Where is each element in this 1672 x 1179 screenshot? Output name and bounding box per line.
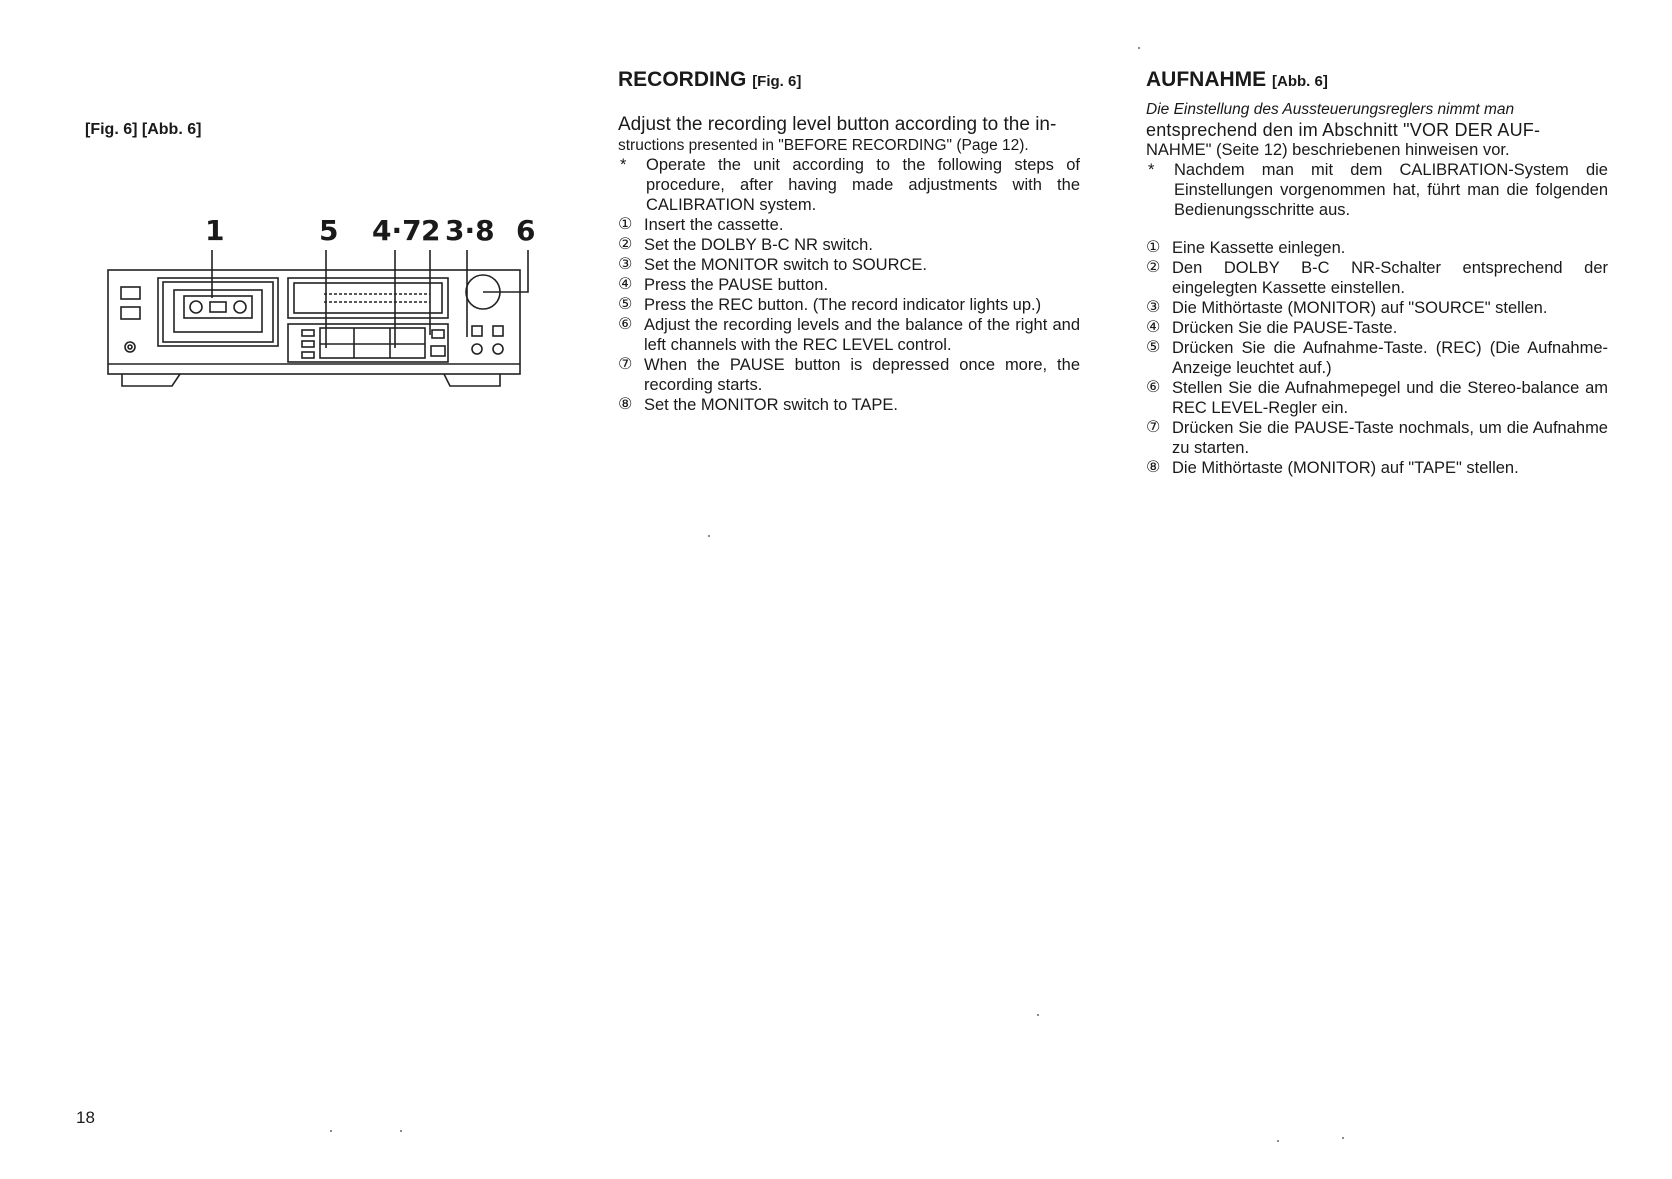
list-item <box>1146 418 1608 458</box>
cassette-deck-illustration <box>100 240 530 400</box>
list-item <box>618 295 1080 315</box>
german-title-text: AUFNAHME <box>1146 68 1267 91</box>
english-title <box>618 70 1080 92</box>
callout-6: 6 <box>516 214 536 247</box>
german-note-text: Nachdem man mit dem CALIBRATION-System die Einstellungen vorgenommen hat, führt man die folgenden Bedienungsschritte aus. <box>1174 161 1608 219</box>
english-intro-line1: Adjust the recording level button according to the in- <box>618 114 1057 135</box>
english-note <box>618 155 1080 215</box>
english-steps <box>618 215 1080 415</box>
german-title-ref: [Abb. 6] <box>1272 73 1328 90</box>
step-text: Den DOLBY B-C NR-Schalter entsprechend der eingelegten Kassette einstellen. <box>1172 259 1608 297</box>
scan-speck <box>1277 1140 1279 1142</box>
list-item <box>618 215 1080 235</box>
step-number: ⑦ <box>618 356 633 373</box>
step-text: Stellen Sie die Aufnahmepegel und die Stereo-balance am REC LEVEL-Regler ein. <box>1172 379 1608 417</box>
step-text: Set the MONITOR switch to SOURCE. <box>644 256 928 274</box>
english-note-text: Operate the unit according to the following steps of procedure, after having made adjustments with the CALIBRATION system. <box>646 156 1080 214</box>
step-text: Eine Kassette einlegen. <box>1172 239 1346 257</box>
german-intro-line2: entsprechend den im Abschnitt "VOR DER AUF- <box>1146 120 1541 140</box>
list-item <box>618 395 1080 415</box>
step-text: Set the DOLBY B-C NR switch. <box>644 236 873 254</box>
step-number: ④ <box>618 276 633 293</box>
list-item <box>618 235 1080 255</box>
scan-speck <box>330 1130 332 1132</box>
step-number: ⑦ <box>1146 419 1161 436</box>
german-steps <box>1146 238 1608 478</box>
list-item <box>618 355 1080 395</box>
scan-speck <box>1138 47 1140 49</box>
english-title-ref: [Fig. 6] <box>752 73 802 90</box>
figure-caption: [Fig. 6] [Abb. 6] <box>85 121 202 138</box>
callout-5: 5 <box>319 214 339 247</box>
callout-2: 2 <box>421 214 441 247</box>
step-number: ② <box>618 236 633 253</box>
english-section <box>618 70 1080 415</box>
step-text: Set the MONITOR switch to TAPE. <box>644 396 898 414</box>
step-text: Press the PAUSE button. <box>644 276 829 294</box>
step-text: Die Mithörtaste (MONITOR) auf "SOURCE" stellen. <box>1172 299 1548 317</box>
german-note-mark: * <box>1148 161 1155 179</box>
list-item <box>618 275 1080 295</box>
step-number: ① <box>618 216 633 233</box>
step-number: ⑤ <box>618 296 633 313</box>
list-item <box>1146 238 1608 258</box>
step-text: Die Mithörtaste (MONITOR) auf "TAPE" stellen. <box>1172 459 1519 477</box>
english-intro-line2: structions presented in "BEFORE RECORDING" (Page 12). <box>618 137 1029 154</box>
german-section <box>1146 70 1608 478</box>
step-number: ⑥ <box>1146 379 1161 396</box>
list-item <box>618 255 1080 275</box>
list-item <box>1146 338 1608 378</box>
list-item <box>1146 318 1608 338</box>
german-intro-line1: Die Einstellung des Aussteuerungsreglers nimmt man <box>1146 101 1515 118</box>
list-item <box>618 315 1080 355</box>
step-text: Drücken Sie die Aufnahme-Taste. (REC) (Die Aufnahme-Anzeige leuchtet auf.) <box>1172 339 1608 377</box>
scan-speck <box>400 1130 402 1132</box>
step-text: When the PAUSE button is depressed once more, the recording starts. <box>644 356 1080 394</box>
english-note-mark: * <box>620 156 627 174</box>
step-text: Drücken Sie die PAUSE-Taste. <box>1172 319 1398 337</box>
scan-speck <box>1037 1014 1039 1016</box>
step-text: Drücken Sie die PAUSE-Taste nochmals, um die Aufnahme zu starten. <box>1172 419 1608 457</box>
list-item <box>1146 258 1608 298</box>
step-number: ③ <box>618 256 633 273</box>
step-number: ⑥ <box>618 316 633 333</box>
page-number: 18 <box>76 1108 95 1127</box>
step-number: ④ <box>1146 319 1161 336</box>
german-note <box>1146 160 1608 220</box>
scan-speck <box>1342 1137 1344 1139</box>
step-number: ⑤ <box>1146 339 1161 356</box>
list-item <box>1146 298 1608 318</box>
step-text: Press the REC button. (The record indicator lights up.) <box>644 296 1042 314</box>
callout-1: 1 <box>205 214 225 247</box>
list-item <box>1146 378 1608 418</box>
callout-4-7: 4·7 <box>372 214 422 247</box>
step-number: ⑧ <box>1146 459 1161 476</box>
step-number: ⑧ <box>618 396 633 413</box>
step-number: ② <box>1146 259 1161 276</box>
list-item <box>1146 458 1608 478</box>
step-number: ③ <box>1146 299 1161 316</box>
step-text: Adjust the recording levels and the balance of the right and left channels with the REC LEVEL control. <box>644 316 1080 354</box>
callout-3-8: 3·8 <box>445 214 495 247</box>
english-title-text: RECORDING <box>618 68 747 91</box>
step-text: Insert the cassette. <box>644 216 784 234</box>
german-title <box>1146 70 1608 92</box>
scan-speck <box>708 535 710 537</box>
german-intro-line3: NAHME" (Seite 12) beschriebenen hinweisen vor. <box>1146 141 1510 159</box>
step-number: ① <box>1146 239 1161 256</box>
